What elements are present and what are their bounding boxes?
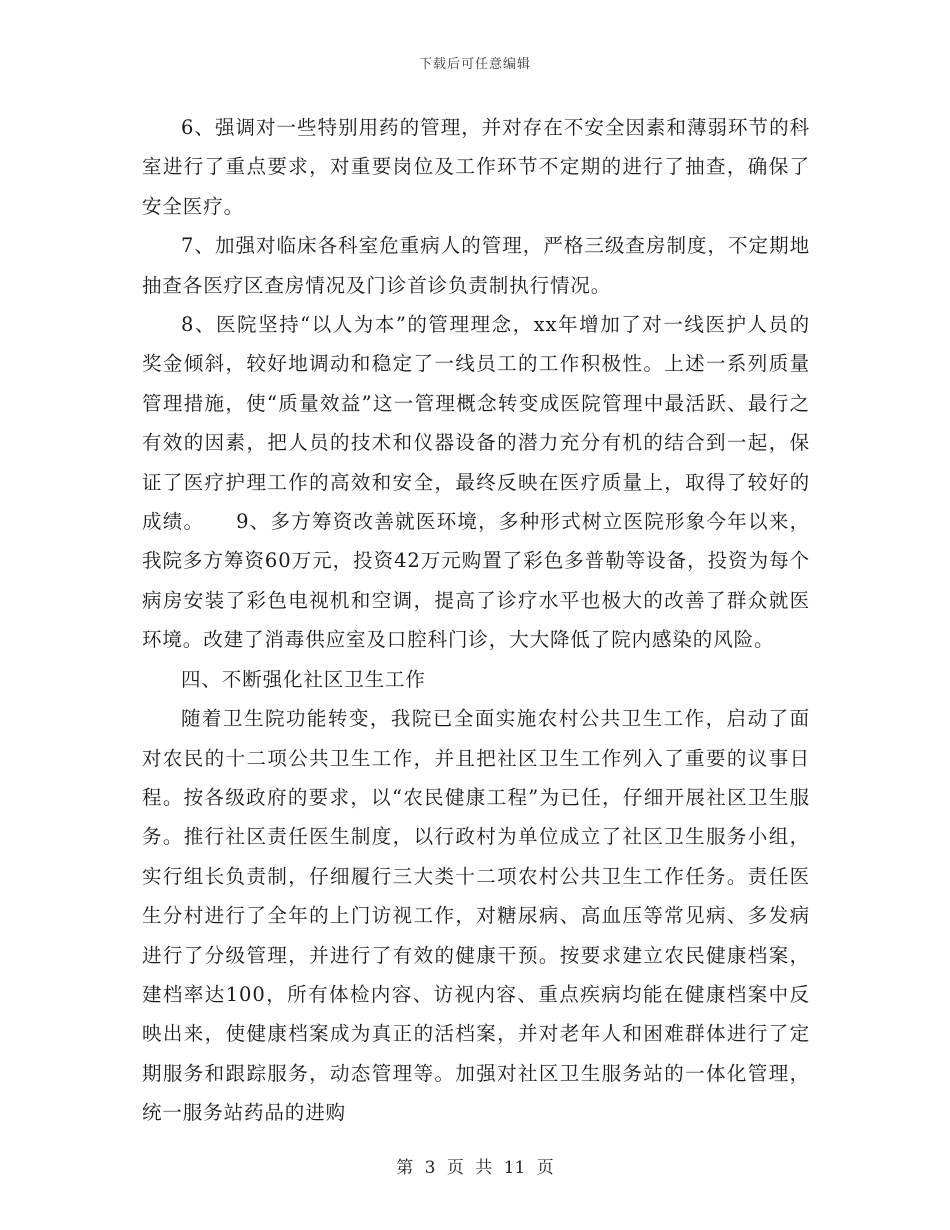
paragraph-6: 6、强调对一些特别用药的管理，并对存在不安全因素和薄弱环节的科室进行了重点要求，对重要岗位及工作环节不定期的进行了抽查，确保了安全医疗。 (142, 116, 810, 218)
page-footer: 第 3 页 共 11 页 (396, 1158, 554, 1178)
page-header: 下载后可任意编辑 (418, 57, 531, 72)
section-heading: 四、不断强化社区卫生工作 (181, 667, 426, 691)
paragraph-7: 7、加强对临床各科室危重病人的管理，严格三级查房制度，不定期地抽查各医疗区查房情况及门诊首诊负责制执行情况。 (142, 234, 810, 297)
paragraph-community-health: 随着卫生院功能转变，我院已全面实施农村公共卫生工作，启动了面对农民的十二项公共卫生工作，并且把社区卫生工作列入了重要的议事日程。按各级政府的要求，以“农民健康工程”为已任，仔细开展社区卫生服务。推行社区责任医生制度，以行政村为单位成立了社区卫生服务小组，实行组长负责制，仔细履行三大类十二项农村公共卫生工作任务。责任医生分村进行了全年的上门访视工作，对糖尿病、高血压等常见病、多发病进行了分级管理，并进行了有效的健康干预。按要求建立农民健康档案，建档率达100，所有体检内容、访视内容、重点疾病均能在健康档案中反映出来，使健康档案成为真正的活档案，并对老年人和困难群体进行了定期服务和跟踪服务，动态管理等。加强对社区卫生服务站的一体化管理，统一服务站药品的进购 (142, 707, 810, 1125)
document-body (142, 108, 810, 1133)
paragraph-8-9: 8、医院坚持“以人为本”的管理理念，xx年增加了对一线医护人员的奖金倾斜，较好地调动和稳定了一线员工的工作积极性。上述一系列质量管理措施，使“质量效益”这一管理概念转变成医院管理中最活跃、最行之有效的因素，把人员的技术和仪器设备的潜力充分有机的结合到一起，保证了医疗护理工作的高效和安全，最终反映在医疗质量上，取得了较好的成绩。 9、多方筹资改善就医环境，多种形式树立医院形象今年以来，我院多方筹资60万元，投资42万元购置了彩色多普勒等设备，投资为每个病房安装了彩色电视机和空调，提高了诊疗水平也极大的改善了群众就医环境。改建了消毒供应室及口腔科门诊，大大降低了院内感染的风险。 (142, 313, 810, 652)
